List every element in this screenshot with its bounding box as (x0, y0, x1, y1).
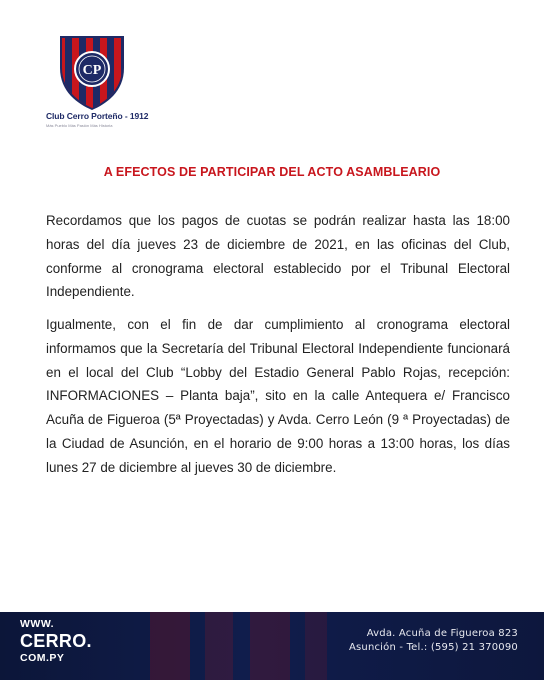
footer-address: Avda. Acuña de Figueroa 823 (366, 628, 518, 639)
notice-paragraph-2: Igualmente, con el fin de dar cumplimiento al cronograma electoral informamos que la Secretaría del Tribunal Electoral Independiente funcionará en el local del Club “Lobby del Estadio General Pablo Rojas, recepción: INFORMACIONES – Planta baja”, sito en la calle Antequera e/ Francisco Acuña de Figueroa (5ª Proyectadas) y Avda. Cerro León (9 ª Proyectadas) de la Ciudad de Asunción, en el horario de 9:00 horas a 13:00 horas, los días lunes 27 de diciembre al jueves 30 de diciembre. (46, 317, 510, 475)
club-name: Club Cerro Porteño - 1912 (46, 111, 149, 121)
notice-paragraph-1: Recordamos que los pagos de cuotas se podrán realizar hasta las 18:00 horas del día jueves 23 de diciembre de 2021, en las oficinas del Club, conforme al cronograma electoral establecido por el Tribunal Electoral Independiente. (46, 213, 510, 300)
website-line-3: COM.PY (20, 651, 65, 664)
footer-phone: Asunción - Tel.: (595) 21 370090 (348, 642, 518, 653)
website-line-2: CERRO. (20, 630, 92, 651)
footer-website[interactable] (20, 619, 92, 663)
notice-heading: A EFECTOS DE PARTICIPAR DEL ACTO ASAMBLEARIO (103, 165, 441, 179)
website-line-1: WWW. (20, 618, 55, 630)
club-subtitle: Más Pueblo Más Pasión Más Historia (46, 123, 113, 128)
crest-letters: CP (82, 63, 102, 78)
club-crest-icon (59, 34, 125, 110)
footer-banner (0, 612, 544, 680)
footer-contact (349, 627, 518, 655)
